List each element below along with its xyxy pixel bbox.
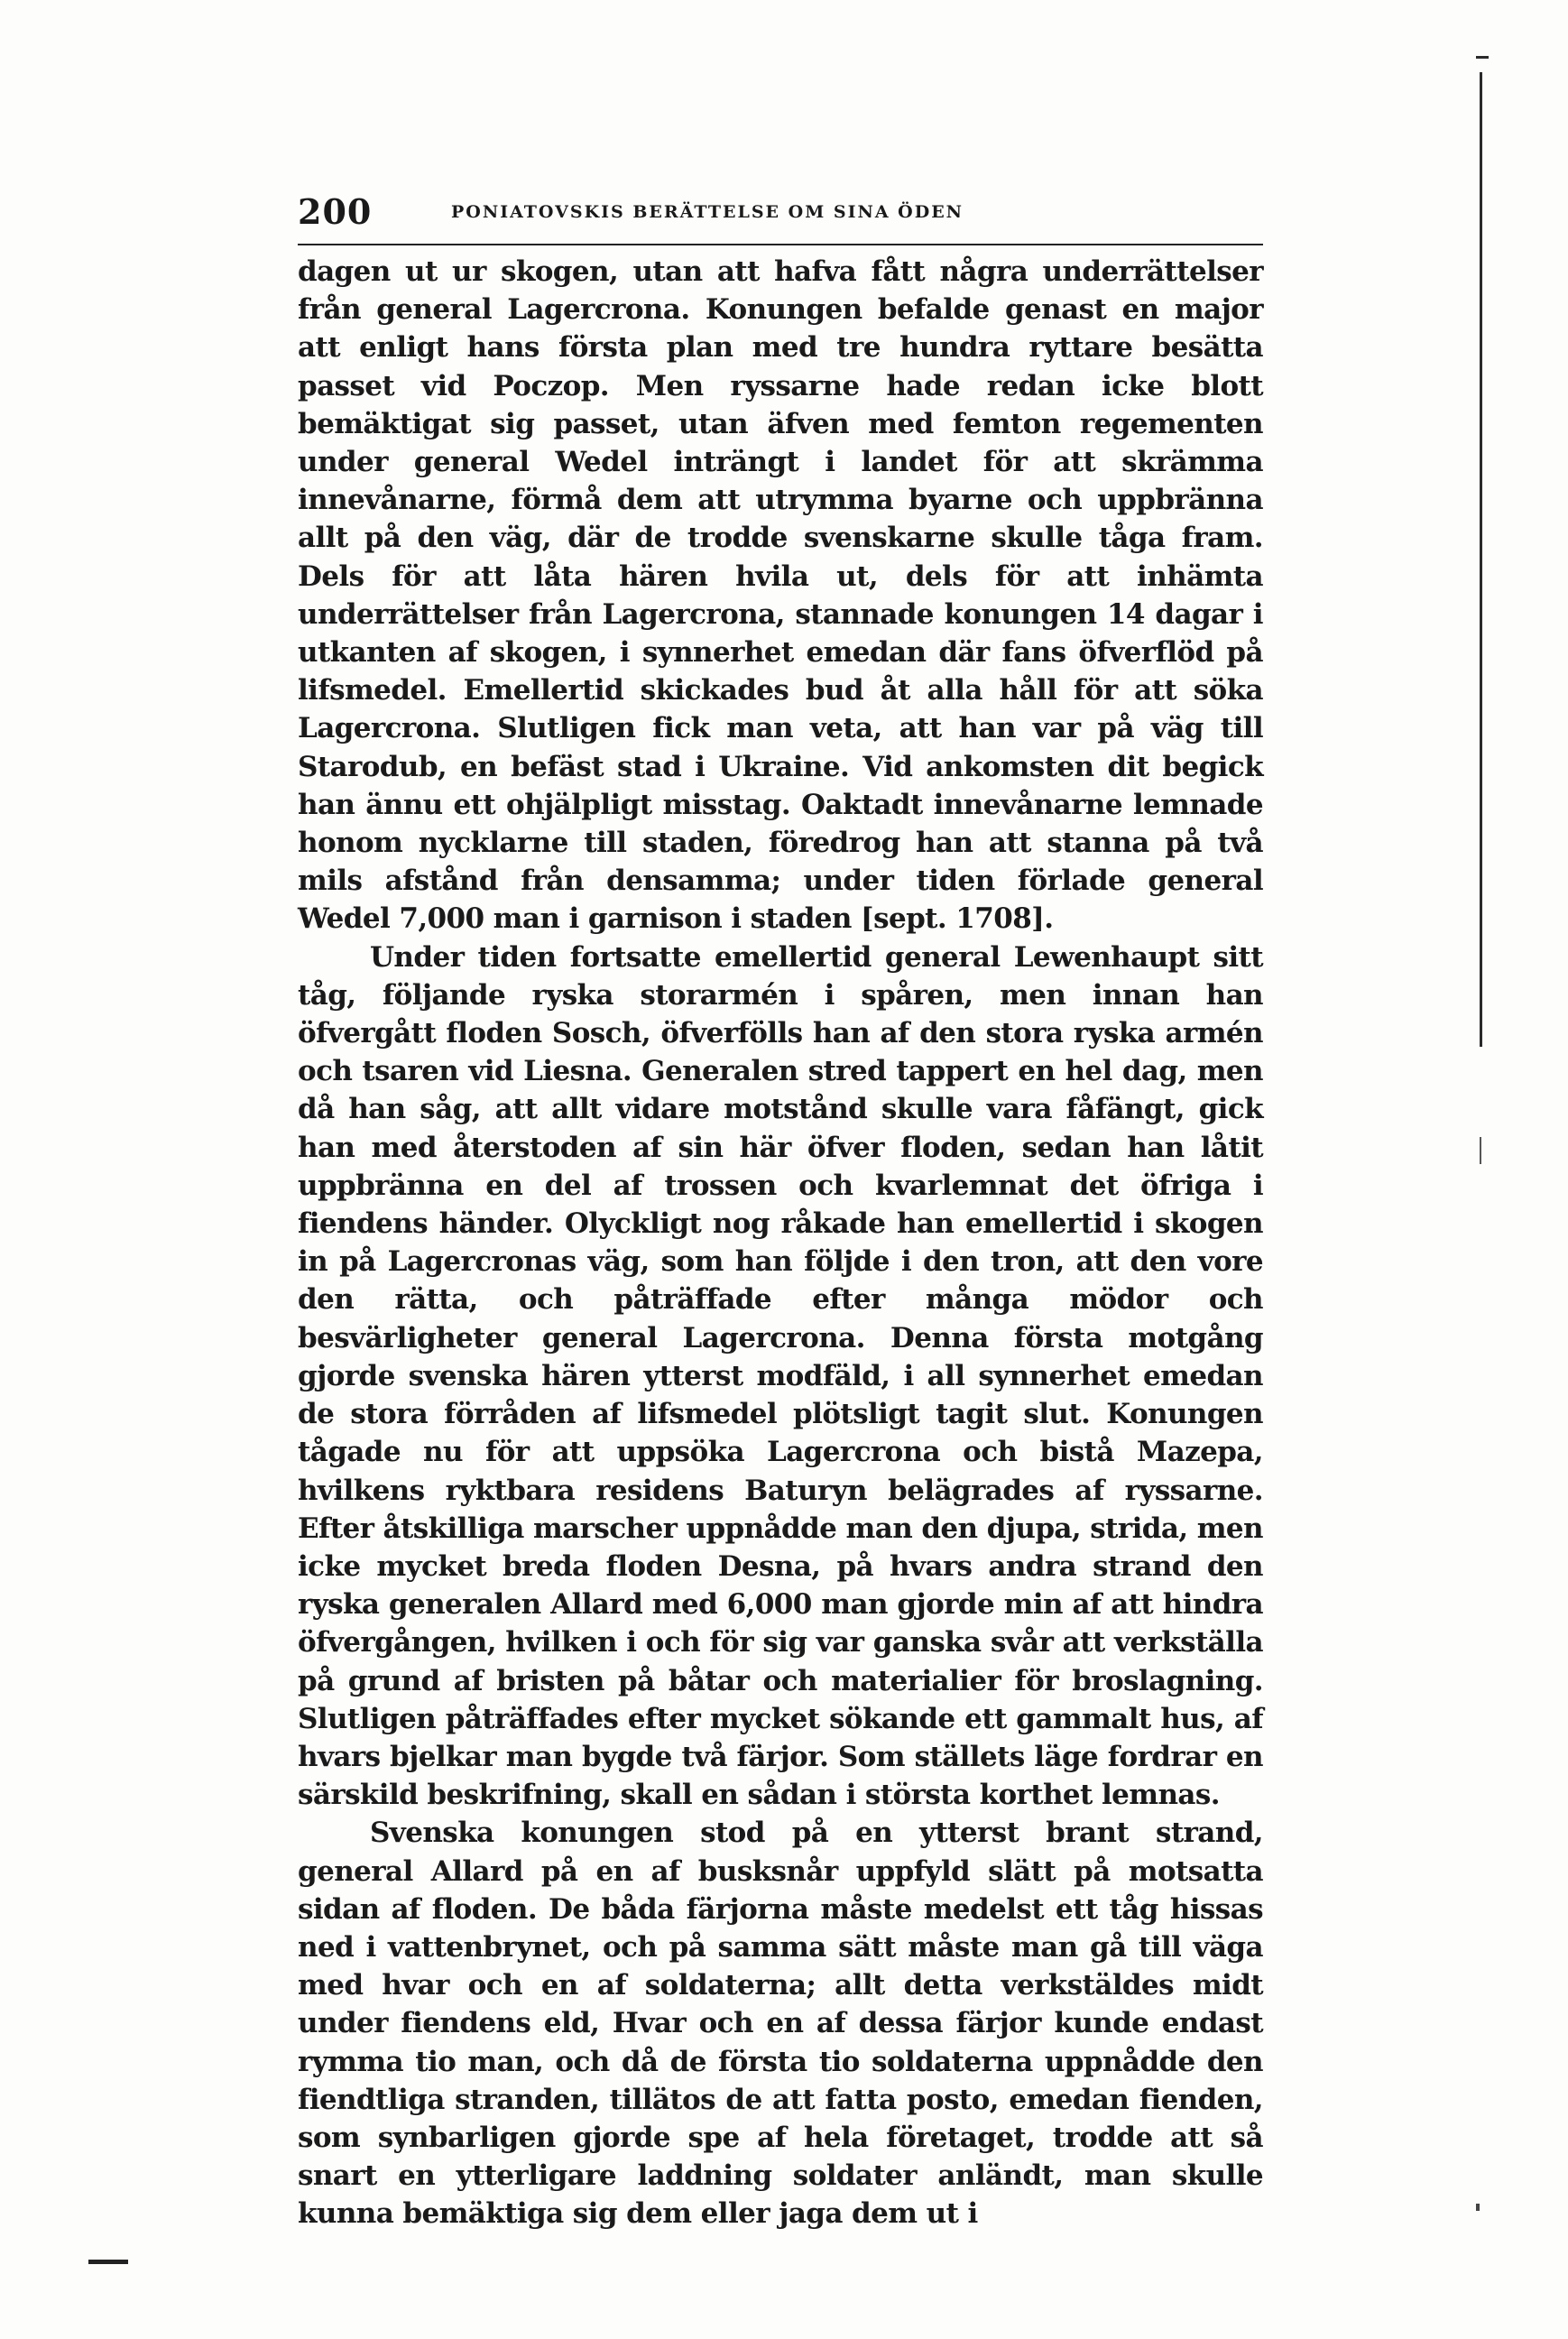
paragraph-3: Svenska konungen stod på en ytterst brant strand, general Allard på en af busksnår uppfyld slätt på motsatta sidan af floden. De båda färjorna måste medelst ett tåg hissas ned i vattenbrynet, och på samma sätt måste man gå till väga med hvar och en af soldaterna; allt detta verkstäldes midt under fiendens eld, Hvar och en af dessa färjor kunde endast rymma tio man, och då de första tio soldaterna uppnådde den fiendtliga stranden, tillätos de att fatta posto, emedan fienden, som synbarligen gjorde spe af hela företaget, trodde att så snart en ytterligare laddning soldater anländt, man skulle kunna bemäktiga sig dem eller jaga dem ut i	[298, 1817, 1263, 2231]
running-head: PONIATOVSKIS BERÄTTELSE OM SINA ÖDEN	[451, 202, 964, 222]
page-header	[298, 190, 1263, 245]
scan-edge-line	[1480, 72, 1482, 1047]
scan-edge-tick	[1480, 1137, 1481, 1164]
margin-dash	[88, 2260, 128, 2264]
scan-edge-mark	[1476, 56, 1489, 59]
body-text	[298, 253, 1263, 2233]
paragraph-1: dagen ut ur skogen, utan att hafva fått några underrättelser från general Lagercrona. Konungen befalde genast en major att enligt hans första plan med tre hundra ryttare besätta passet vid Poczop. Men ryssarne hade redan icke blott bemäktigat sig passet, utan äfven med femton regementen under general Wedel inträngt i landet för att skrämma innevånarne, förmå dem att utrymma byarne och uppbränna allt på den väg, där de trodde svenskarne skulle tåga fram. Dels för att låta hären hvila ut, dels för att inhämta underrättelser från Lagercrona, stannade konungen 14 dagar i utkanten af skogen, i synnerhet emedan där fans öfverflöd på lifsmedel. Emellertid skickades bud åt alla håll för att söka Lagercrona. Slutligen fick man veta, att han var på väg till Starodub, en befäst stad i Ukraine. Vid ankomsten dit begick han ännu ett ohjälpligt misstag. Oaktadt innevånarne lemnade honom nycklarne till staden, föredrog han att stanna på två mils afstånd från densamma; under tiden förlade general Wedel 7,000 man i garnison i staden [sept. 1708].	[298, 255, 1263, 936]
paragraph-2: Under tiden fortsatte emellertid general Lewenhaupt sitt tåg, följande ryska storarmén i spåren, men innan han öfvergått floden Sosch, öfverfölls han af den stora ryska armén och tsaren vid Liesna. Generalen stred tappert en hel dag, men då han såg, att allt vidare motstånd skulle vara fåfängt, gick han med återstoden af sin här öfver floden, sedan han låtit uppbränna en del af trossen och kvarlemnat det öfriga i fiendens händer. Olyckligt nog råkade han emellertid i skogen in på Lagercronas väg, som han följde i den tron, att den vore den rätta, och påträffade efter många mödor och besvärligheter general Lagercrona. Denna första motgång gjorde svenska hären ytterst modfäld, i all synnerhet emedan de stora förråden af lifsmedel plötsligt tagit slut. Konungen tågade nu för att uppsöka Lagercrona och bistå Mazepa, hvilkens ryktbara residens Baturyn belägrades af ryssarne. Efter åtskilliga marscher uppnådde man den djupa, strida, men icke mycket breda floden Desna, på hvars andra strand den ryska generalen Allard med 6,000 man gjorde min af att hindra öfvergången, hvilken i och för sig var ganska svår att verkställa på grund af bristen på båtar och materialier för broslagning. Slutligen påträffades efter mycket sökande ett gammalt hus, af hvars bjelkar man bygde två färjor. Som ställets läge fordrar en särskild beskrifning, skall en sådan i största korthet lemnas.	[298, 940, 1263, 1812]
scan-edge-dot	[1476, 2204, 1480, 2211]
page-number: 200	[298, 191, 373, 232]
